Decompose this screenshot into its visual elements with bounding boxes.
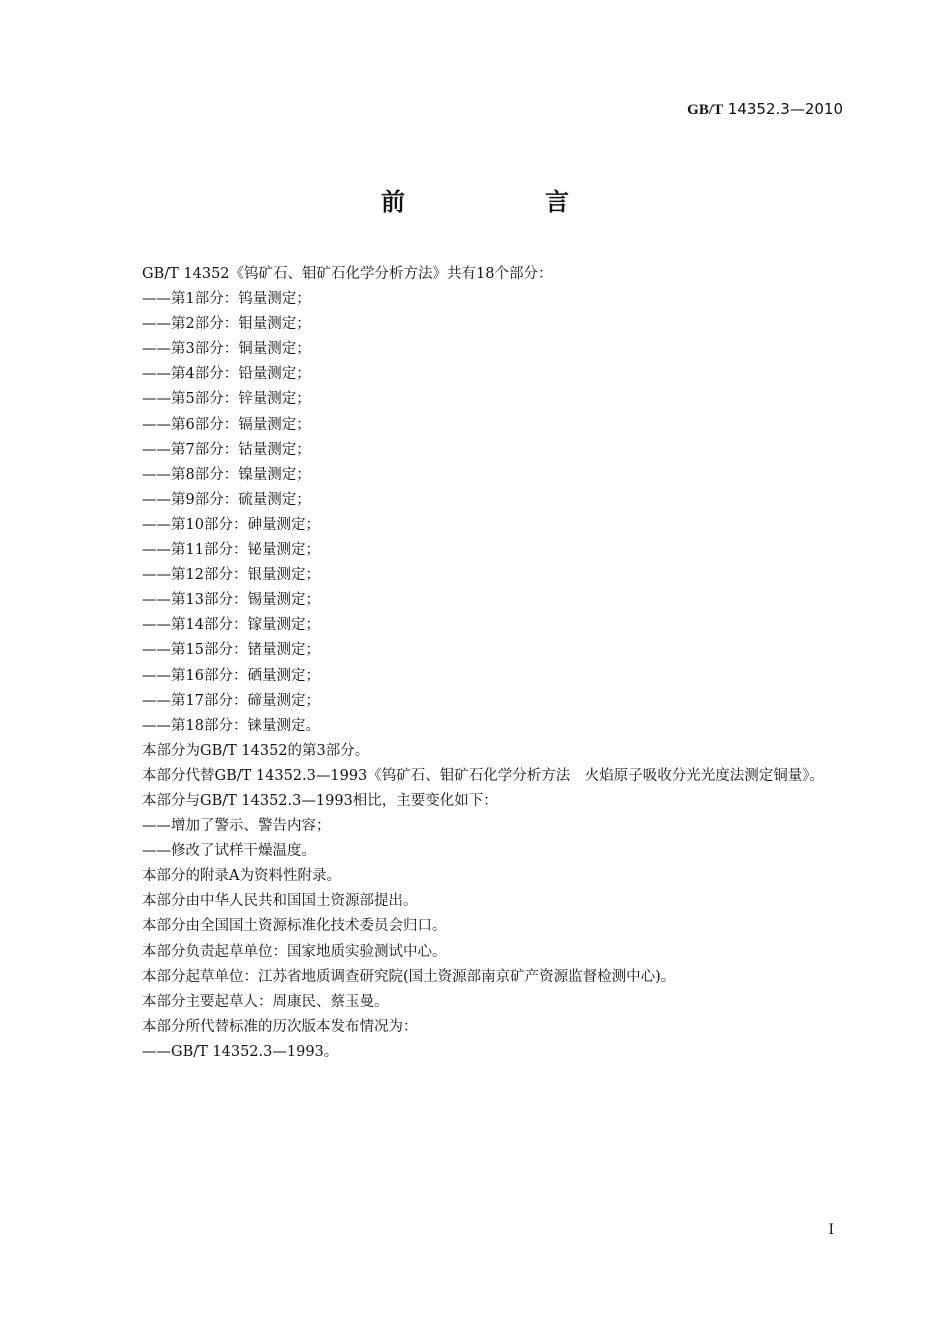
- appendix-statement: 本部分的附录A为资料性附录。: [142, 868, 341, 885]
- standard-code-prefix: GB/T: [687, 102, 724, 118]
- part-item: ——第4部分：铅量测定；: [142, 366, 311, 383]
- part-item: ——第3部分：铜量测定；: [142, 341, 311, 358]
- drafters: 本部分主要起草人：周康民、蔡玉曼。: [142, 993, 389, 1010]
- part-item: ——第15部分：锗量测定；: [142, 642, 320, 659]
- page-title: 前 言: [381, 188, 627, 216]
- part-item: ——第16部分：硒量测定；: [142, 667, 320, 684]
- change-item: ——增加了警示、警告内容；: [142, 818, 331, 835]
- part-item: ——第12部分：银量测定；: [142, 567, 320, 584]
- part-item: ——第17部分：碲量测定；: [142, 692, 320, 709]
- replacement-statement: 本部分代替GB/T 14352.3—1993《钨矿石、钼矿石化学分析方法 火焰原子吸收分光光度法测定铜量》。: [142, 767, 825, 784]
- standard-code: [687, 100, 843, 119]
- document-body: [108, 262, 844, 1065]
- part-item: ——第13部分：锡量测定；: [142, 592, 320, 609]
- responsible-unit: 本部分负责起草单位：国家地质实验测试中心。: [142, 943, 447, 960]
- history-item: ——GB/T 14352.3—1993。: [142, 1043, 339, 1060]
- proposer-statement: 本部分由中华人民共和国国土资源部提出。: [142, 893, 418, 910]
- part-item: ——第1部分：钨量测定；: [142, 291, 311, 308]
- standard-code-number: 14352.3—2010: [727, 100, 843, 118]
- part-item: ——第7部分：钴量测定；: [142, 441, 311, 458]
- history-intro: 本部分所代替标准的历次版本发布情况为：: [142, 1018, 418, 1035]
- changes-intro: 本部分与GB/T 14352.3—1993相比，主要变化如下：: [142, 792, 498, 809]
- part-statement: 本部分为GB/T 14352的第3部分。: [142, 742, 370, 759]
- part-item: ——第18部分：铼量测定。: [142, 717, 320, 734]
- part-item: ——第9部分：硫量测定；: [142, 491, 311, 508]
- page-number: I: [828, 1222, 834, 1238]
- part-item: ——第6部分：镉量测定；: [142, 416, 311, 433]
- intro-paragraph: GB/T 14352《钨矿石、钼矿石化学分析方法》共有18个部分：: [142, 266, 553, 282]
- part-item: ——第10部分：砷量测定；: [142, 516, 320, 533]
- change-item: ——修改了试样干燥温度。: [142, 843, 316, 860]
- part-item: ——第2部分：钼量测定；: [142, 316, 311, 333]
- committee-statement: 本部分由全国国土资源标准化技术委员会归口。: [142, 918, 447, 935]
- part-item: ——第11部分：铋量测定；: [142, 542, 320, 559]
- part-item: ——第14部分：镓量测定；: [142, 617, 320, 634]
- part-item: ——第8部分：镍量测定；: [142, 466, 311, 483]
- part-item: ——第5部分：锌量测定；: [142, 391, 311, 408]
- drafting-unit: 本部分起草单位：江苏省地质调查研究院(国土资源部南京矿产资源监督检测中心)。: [142, 968, 676, 985]
